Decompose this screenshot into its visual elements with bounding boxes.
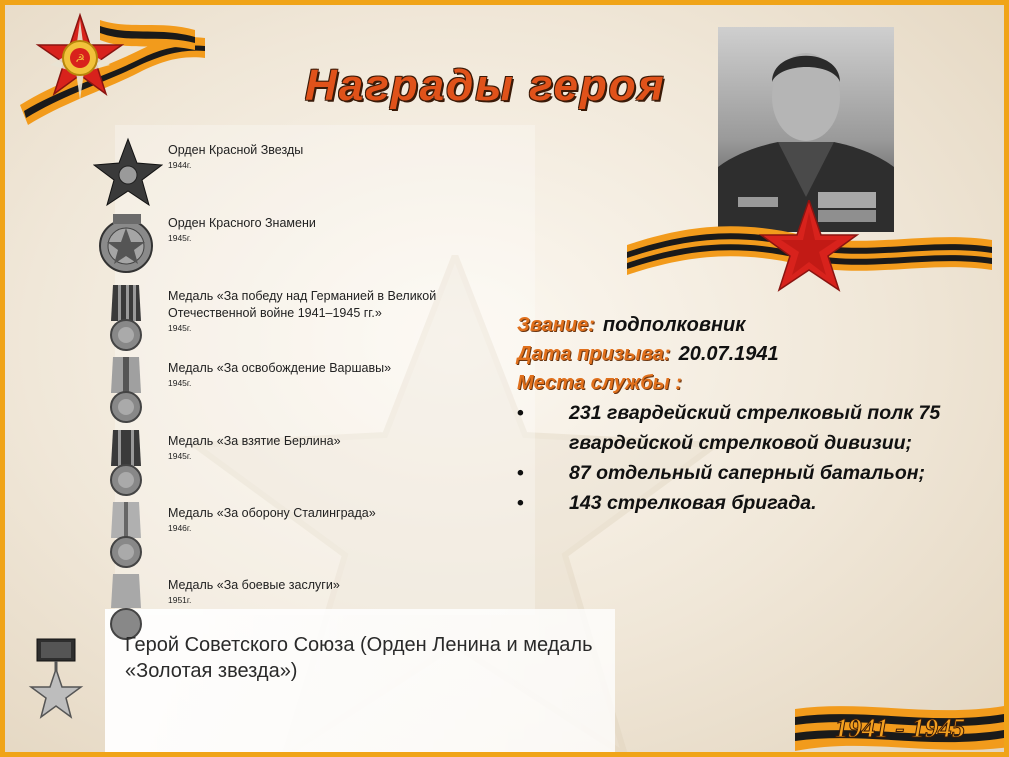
red-star-order-icon xyxy=(93,137,163,209)
award-name: Орден Красного Знамени xyxy=(168,216,316,230)
victory-medal-icon xyxy=(93,283,163,355)
svg-text:☭: ☭ xyxy=(75,52,85,65)
war-years-ribbon xyxy=(795,695,1009,755)
award-year: 1945г. xyxy=(168,451,192,461)
bullet-icon: • xyxy=(517,462,524,484)
service-places-row xyxy=(517,369,1007,398)
list-item xyxy=(517,398,1007,458)
bullet-icon: • xyxy=(517,402,524,424)
award-name: Медаль «За оборону Сталинграда» xyxy=(168,506,376,520)
award-year: 1945г. xyxy=(168,378,192,388)
award-name: Медаль «За взятие Берлина» xyxy=(168,434,341,448)
hero-info xyxy=(517,311,1007,518)
rank-label: Звание: xyxy=(517,314,595,336)
service-places-list xyxy=(517,398,1007,518)
hero-title-text: Герой Советского Союза (Орден Ленина и медаль «Золотая звезда») xyxy=(125,634,593,682)
bullet-icon: • xyxy=(517,492,524,514)
service-place-text: 87 отдельный саперный батальон; xyxy=(569,462,926,484)
red-banner-order-icon xyxy=(93,210,163,282)
award-name: Орден Красной Звезды xyxy=(168,143,304,157)
award-year: 1945г. xyxy=(168,323,192,333)
award-year: 1951г. xyxy=(168,595,192,605)
page-title: Награды героя xyxy=(305,61,666,110)
service-place-text: 143 стрелковая бригада. xyxy=(569,492,817,514)
award-item xyxy=(93,500,513,572)
draft-date-row xyxy=(517,340,1007,369)
war-years-text: 1941 - 1945 xyxy=(834,713,966,743)
award-item xyxy=(93,428,513,500)
award-name: Медаль «За боевые заслуги» xyxy=(168,578,340,592)
award-year: 1945г. xyxy=(168,233,192,243)
award-year: 1944г. xyxy=(168,160,192,170)
award-item xyxy=(93,137,513,209)
service-places-label: Места службы : xyxy=(517,372,682,394)
award-year: 1946г. xyxy=(168,523,192,533)
draft-date-value: 20.07.1941 xyxy=(678,343,779,365)
rank-row xyxy=(517,311,1007,340)
order-patriotic-war-emblem-icon xyxy=(10,10,210,125)
award-name: Медаль «За победу над Германией в Великой Отечественной войне 1941–1945 гг.» xyxy=(168,289,437,320)
award-item xyxy=(93,210,513,282)
list-item xyxy=(517,458,1007,488)
award-name: Медаль «За освобождение Варшавы» xyxy=(168,361,392,375)
berlin-medal-icon xyxy=(93,428,163,500)
rank-value: подполковник xyxy=(602,314,746,336)
st-george-ribbon-with-star xyxy=(627,200,992,295)
award-item xyxy=(93,355,513,427)
service-place-text: 231 гвардейский стрелковый полк 75 гвардейской стрелковой дивизии; xyxy=(569,402,941,454)
award-item xyxy=(93,283,513,355)
draft-date-label: Дата призыва: xyxy=(517,343,671,365)
warsaw-medal-icon xyxy=(93,355,163,427)
stalingrad-medal-icon xyxy=(93,500,163,572)
list-item xyxy=(517,488,1007,518)
gold-star-medal-icon xyxy=(27,637,87,719)
